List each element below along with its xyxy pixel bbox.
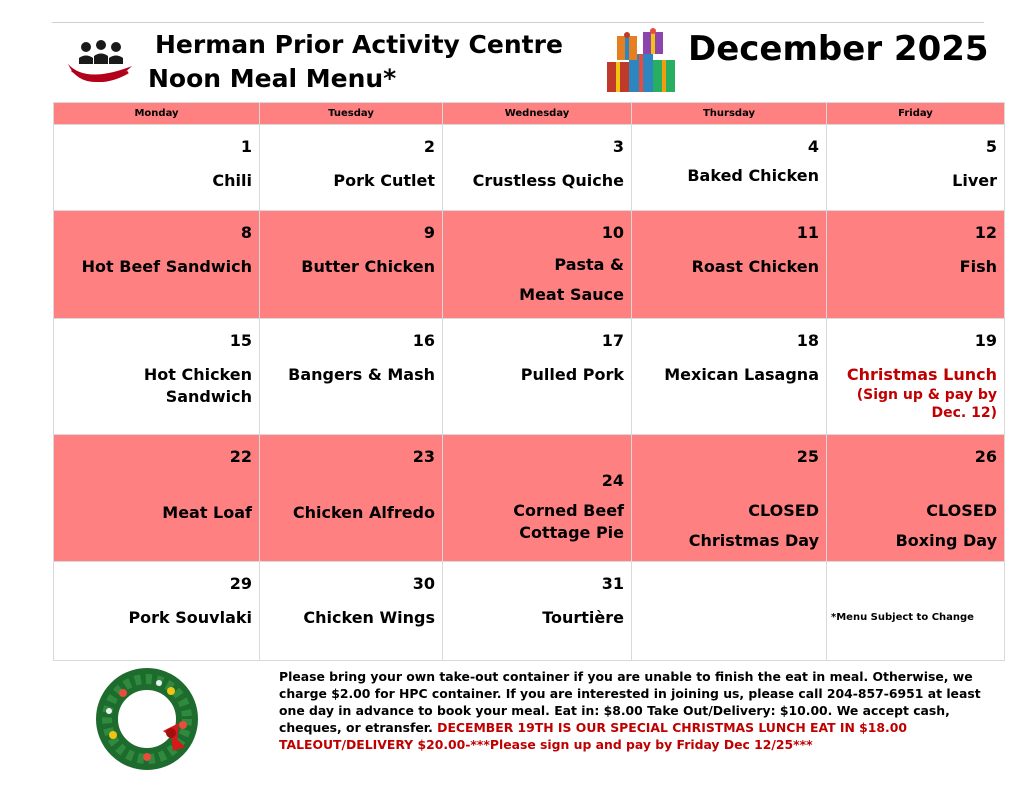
meal-name: Pasta & <box>554 255 624 274</box>
day-number: 2 <box>423 137 435 156</box>
meal-name: Bangers & Mash <box>288 365 435 384</box>
day-cell <box>260 319 443 435</box>
day-cell <box>260 211 443 319</box>
week-row <box>54 211 1005 319</box>
day-cell <box>54 562 260 661</box>
day-cell <box>260 125 443 211</box>
gift-boxes-icon <box>603 26 679 96</box>
day-cell <box>632 125 827 211</box>
day-number: 19 <box>974 331 997 350</box>
day-number: 10 <box>601 223 624 242</box>
meal-name: Chili <box>212 171 252 190</box>
footer-note <box>279 668 991 753</box>
meal-name: Chicken Wings <box>303 608 435 627</box>
day-number: 15 <box>229 331 252 350</box>
day-number: 22 <box>229 447 252 466</box>
menu-title: Noon Meal Menu* <box>148 64 397 93</box>
day-cell <box>54 319 260 435</box>
meal-name-line2: Cottage Pie <box>519 523 624 542</box>
meal-name-line2: Meat Sauce <box>519 285 624 304</box>
meal-name: Tourtière <box>542 608 624 627</box>
day-number: 18 <box>796 331 819 350</box>
day-cell <box>632 319 827 435</box>
day-cell <box>632 435 827 562</box>
menu-calendar <box>53 102 1005 661</box>
day-cell <box>443 211 632 319</box>
day-cell <box>54 125 260 211</box>
day-cell <box>827 319 1005 435</box>
day-number: 3 <box>612 137 624 156</box>
week-row <box>54 435 1005 562</box>
meal-name-line2: Sandwich <box>165 387 252 406</box>
day-number: 31 <box>601 574 624 593</box>
signup-note: (Sign up & pay by <box>856 387 997 403</box>
people-logo-icon <box>66 38 136 88</box>
meal-name: Liver <box>952 171 997 190</box>
weekday-header: Tuesday <box>260 103 443 125</box>
meal-name: Butter Chicken <box>301 257 435 276</box>
meal-name: CLOSED <box>926 501 997 520</box>
month-title: December 2025 <box>688 29 989 69</box>
meal-name: Hot Beef Sandwich <box>81 257 252 276</box>
top-rule <box>52 22 984 23</box>
christmas-wreath-icon <box>93 665 201 773</box>
meal-name: Mexican Lasagna <box>664 365 819 384</box>
meal-name: Roast Chicken <box>691 257 819 276</box>
day-cell <box>632 211 827 319</box>
week-row <box>54 562 1005 661</box>
day-number: 12 <box>974 223 997 242</box>
day-cell <box>260 562 443 661</box>
day-cell <box>443 562 632 661</box>
meal-name: Christmas Lunch <box>846 365 997 384</box>
day-number: 17 <box>601 331 624 350</box>
day-number: 8 <box>240 223 252 242</box>
day-number: 5 <box>985 137 997 156</box>
meal-name: Pork Souvlaki <box>128 608 252 627</box>
day-number: 23 <box>412 447 435 466</box>
week-row <box>54 319 1005 435</box>
day-cell <box>443 125 632 211</box>
meal-name: CLOSED <box>748 501 819 520</box>
footer-highlight: DECEMBER 19TH IS OUR SPECIAL CHRISTMAS LUNCH EAT IN $18.00 TALEOUT/DELIVERY $20.00-***Please sign up and pay by Friday Dec 12/25*** <box>279 720 907 752</box>
day-number: 24 <box>601 471 624 490</box>
meal-name: Pulled Pork <box>520 365 624 384</box>
day-cell <box>260 435 443 562</box>
day-number: 25 <box>796 447 819 466</box>
org-name: Herman Prior Activity Centre <box>155 30 563 59</box>
day-number: 1 <box>240 137 252 156</box>
day-cell <box>827 211 1005 319</box>
day-cell-empty <box>632 562 827 661</box>
meal-name: Corned Beef <box>513 501 624 520</box>
menu-subject-note: *Menu Subject to Change <box>831 612 974 623</box>
day-number: 26 <box>974 447 997 466</box>
day-cell <box>54 211 260 319</box>
signup-note-line2: Dec. 12) <box>931 405 997 421</box>
footer-text: Please bring your own take-out container if you are unable to finish the eat in meal. Otherwise, we charge $2.00 for HPC container. If you are interested in joining us, please call 204-857-6951 at least one day in advance to book your meal. Eat in: $8.00 Take Out/Delivery: $10.00. We accept cash, cheques, or etransfer. <box>279 669 981 735</box>
week-row <box>54 125 1005 211</box>
meal-name-line2: Boxing Day <box>895 531 997 550</box>
day-number: 16 <box>412 331 435 350</box>
meal-name-line2: Christmas Day <box>688 531 819 550</box>
day-cell <box>54 435 260 562</box>
day-number: 4 <box>807 137 819 156</box>
day-cell <box>443 319 632 435</box>
day-cell <box>827 125 1005 211</box>
day-number: 9 <box>423 223 435 242</box>
weekday-header: Wednesday <box>443 103 632 125</box>
meal-name: Pork Cutlet <box>333 171 435 190</box>
day-number: 11 <box>796 223 819 242</box>
meal-name: Crustless Quiche <box>472 171 624 190</box>
day-number: 30 <box>412 574 435 593</box>
day-cell <box>827 435 1005 562</box>
meal-name: Meat Loaf <box>162 503 252 522</box>
weekday-header: Thursday <box>632 103 827 125</box>
meal-name: Baked Chicken <box>687 166 819 185</box>
day-cell <box>443 435 632 562</box>
meal-name: Hot Chicken <box>143 365 252 384</box>
meal-name: Fish <box>959 257 997 276</box>
meal-name: Chicken Alfredo <box>292 503 435 522</box>
weekday-header: Monday <box>54 103 260 125</box>
weekday-header-row <box>54 103 1005 125</box>
weekday-header: Friday <box>827 103 1005 125</box>
day-cell-empty <box>827 562 1005 661</box>
day-number: 29 <box>229 574 252 593</box>
